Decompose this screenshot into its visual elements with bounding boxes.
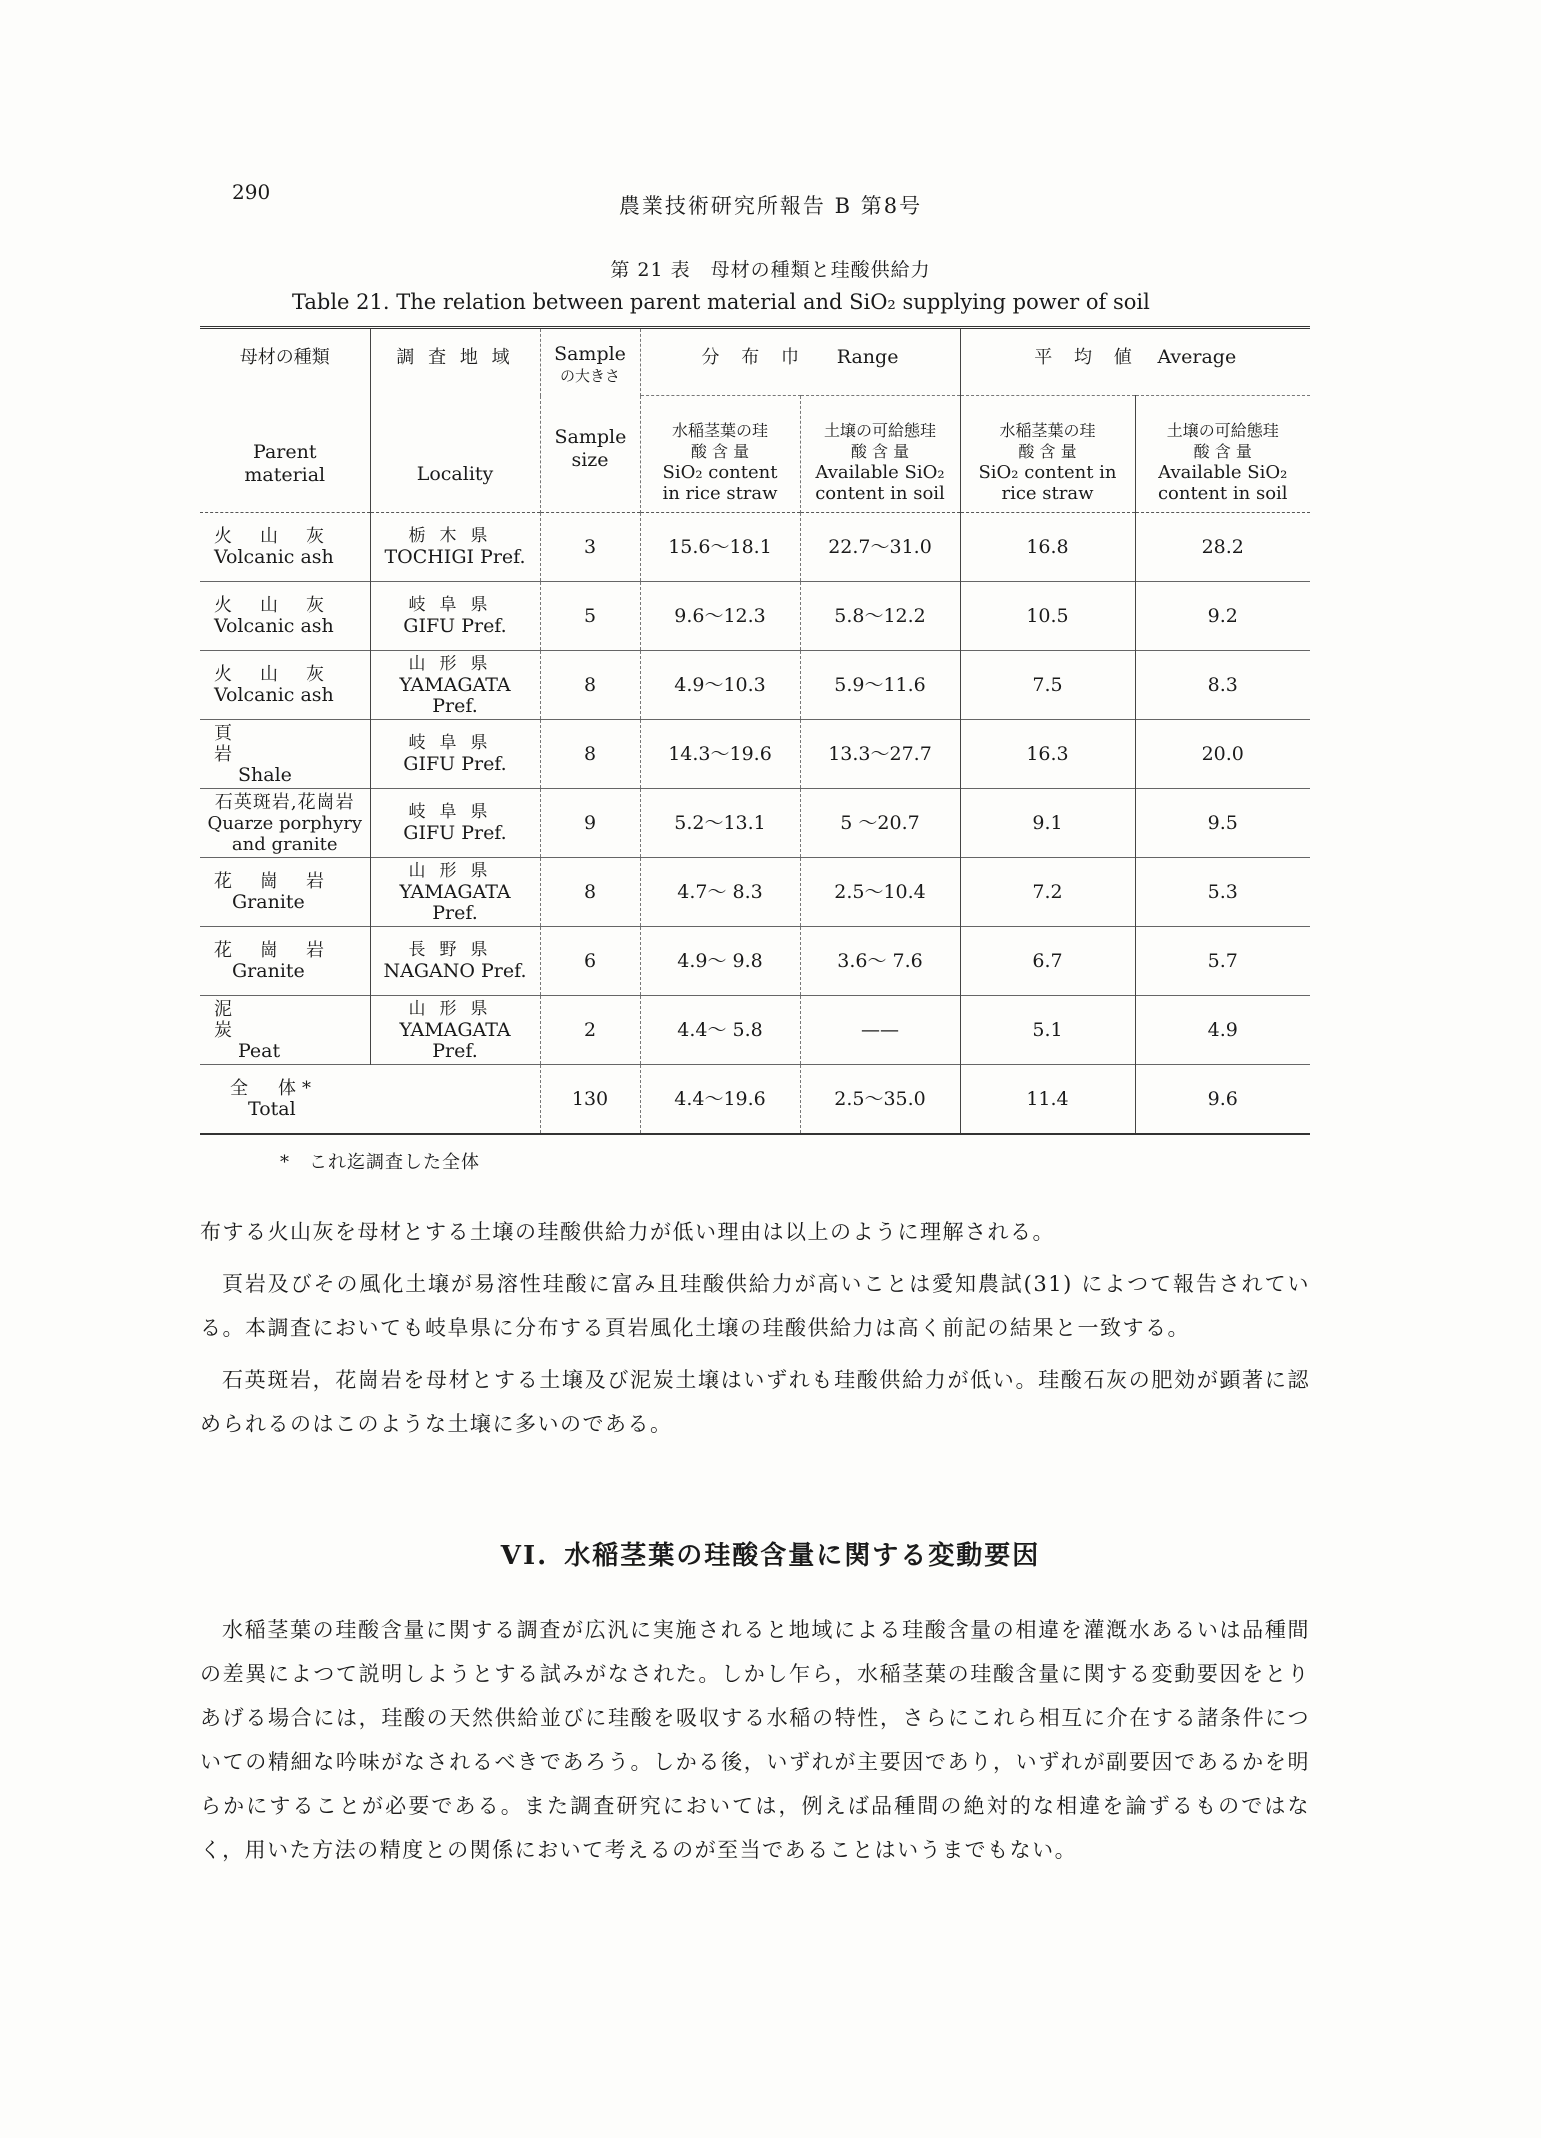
table-row — [200, 858, 1310, 927]
cell-locality — [370, 582, 540, 651]
table-row — [200, 996, 1310, 1065]
cell-range-straw: 4.4～ 5.8 — [640, 996, 800, 1065]
cell-parent — [200, 858, 370, 927]
cell-avg-straw: 7.5 — [960, 651, 1135, 720]
parent-en: Granite — [232, 960, 305, 982]
header-avg-soil-jp: 土壌の可給態珪 酸 含 量 — [1166, 421, 1279, 461]
cell-total-sample-size: 130 — [540, 1065, 640, 1135]
parent-jp: 泥炭 — [214, 998, 322, 1041]
parent-jp: 花崗岩 — [214, 940, 352, 961]
table-row — [200, 513, 1310, 582]
paragraph: 布する火山灰を母材とする土壌の珪酸供給力が低い理由は以上のように理解される。 — [200, 1220, 1055, 1244]
header-average — [960, 328, 1310, 396]
cell-range-soil: 5.9～11.6 — [800, 651, 960, 720]
parent-en: Peat — [238, 1039, 281, 1062]
cell-avg-soil: 5.7 — [1135, 927, 1310, 996]
parent-en: Shale — [238, 763, 292, 786]
table-caption-jp: 第 21 表 母材の種類と珪酸供給力 — [610, 259, 931, 281]
cell-total-label — [200, 1065, 540, 1135]
cell-avg-straw: 6.7 — [960, 927, 1135, 996]
cell-avg-soil: 5.3 — [1135, 858, 1310, 927]
cell-sample-size: 8 — [540, 651, 640, 720]
locality-jp: 栃木県 — [408, 526, 502, 546]
parent-en: Volcanic ash — [214, 615, 334, 637]
table-row — [200, 720, 1310, 789]
table-row — [200, 651, 1310, 720]
header-range-jp: 分 布 巾 — [701, 347, 807, 368]
cell-range-straw: 4.9～ 9.8 — [640, 927, 800, 996]
header-range-soil-jp: 土壌の可給態珪 酸 含 量 — [823, 421, 936, 461]
paragraph: 石英斑岩，花崗岩を母材とする土壌及び泥炭土壌はいずれも珪酸供給力が低い。珪酸石灰の肥効が顕著に認められるのはこのような土壌に多いのである。 — [200, 1368, 1310, 1436]
header-range-straw — [640, 396, 800, 513]
cell-locality — [370, 789, 540, 858]
cell-sample-size: 8 — [540, 858, 640, 927]
cell-range-straw: 14.3～19.6 — [640, 720, 800, 789]
cell-parent — [200, 927, 370, 996]
cell-sample-size: 6 — [540, 927, 640, 996]
locality-en: YAMAGATA Pref. — [399, 1018, 511, 1062]
locality-en: TOCHIGI Pref. — [384, 546, 526, 568]
locality-en: NAGANO Pref. — [383, 960, 527, 982]
cell-parent — [200, 996, 370, 1065]
parent-jp: 火山灰 — [214, 595, 352, 616]
cell-locality — [370, 927, 540, 996]
header-parent-en: Parent material — [244, 441, 326, 486]
header-average-jp: 平 均 値 — [1034, 347, 1140, 368]
cell-avg-straw: 7.2 — [960, 858, 1135, 927]
running-head: 農業技術研究所報告 B 第8号 — [618, 194, 923, 218]
header-range-soil-en: Available SiO₂ content in soil — [815, 462, 945, 504]
header-avg-straw — [960, 396, 1135, 513]
cell-range-soil: 5 ～20.7 — [800, 789, 960, 858]
header-range — [640, 328, 960, 396]
paragraph: 水稲茎葉の珪酸含量に関する調査が広汎に実施されると地域による珪酸含量の相違を灌漑水あるいは品種間の差異によつて説明しようとする試みがなされた。しかし乍ら，水稲茎葉の珪酸含量に関する変動要因をとりあげる場合には，珪酸の天然供給並びに珪酸を吸収する水稲の特性，さらにこれら相互に介在する諸条件についての精細な吟味がなされるべきであろう。しかる後，いずれが主要因であり，いずれが副要因であるかを明らかにすることが必要である。また調査研究においては，例えば品種間の絶対的な相違を論ずるものではなく，用いた方法の精度との関係において考えるのが至当であることはいうまでもない。 — [200, 1618, 1310, 1862]
cell-locality — [370, 996, 540, 1065]
total-en: Total — [248, 1098, 296, 1120]
cell-parent — [200, 789, 370, 858]
cell-range-straw: 4.9～10.3 — [640, 651, 800, 720]
cell-avg-straw: 16.3 — [960, 720, 1135, 789]
cell-range-straw: 9.6～12.3 — [640, 582, 800, 651]
cell-total-range-soil: 2.5～35.0 — [800, 1065, 960, 1135]
cell-avg-straw: 9.1 — [960, 789, 1135, 858]
locality-en: YAMAGATA Pref. — [399, 880, 511, 924]
header-average-en: Average — [1157, 346, 1237, 368]
header-avg-straw-jp: 水稲茎葉の珪 酸 含 量 — [999, 421, 1096, 461]
locality-en: YAMAGATA Pref. — [399, 673, 511, 717]
section-heading — [0, 1535, 1541, 1572]
cell-range-straw: 15.6～18.1 — [640, 513, 800, 582]
cell-range-soil: 13.3～27.7 — [800, 720, 960, 789]
table-row — [200, 789, 1310, 858]
table-row — [200, 927, 1310, 996]
parent-en: Quarze porphyry and granite — [207, 812, 363, 855]
header-range-en: Range — [836, 346, 899, 368]
cell-parent — [200, 720, 370, 789]
cell-parent — [200, 651, 370, 720]
table-body — [200, 513, 1310, 1135]
cell-range-soil: —— — [800, 996, 960, 1065]
locality-en: GIFU Pref. — [403, 615, 507, 637]
cell-avg-soil: 20.0 — [1135, 720, 1310, 789]
cell-avg-soil: 4.9 — [1135, 996, 1310, 1065]
header-sample-en1: Sample — [554, 343, 626, 365]
parent-material-table — [200, 326, 1310, 1135]
paragraph: 頁岩及びその風化土壌が易溶性珪酸に富み且珪酸供給力が高いことは愛知農試(31) によつて報告されている。本調査においても岐阜県に分布する頁岩風化土壌の珪酸供給力は高く前記の結果と一致する。 — [200, 1272, 1310, 1340]
cell-total-avg-soil: 9.6 — [1135, 1065, 1310, 1135]
locality-jp: 山形県 — [408, 998, 502, 1019]
header-parent-material — [200, 328, 370, 513]
section-number: VI. — [500, 1541, 549, 1571]
body-text-after — [200, 1608, 1310, 1880]
parent-jp: 火山灰 — [214, 664, 352, 685]
header-parent-jp: 母材の種類 — [239, 347, 330, 368]
header-sample-en2: Sample size — [554, 426, 627, 471]
cell-total-range-straw: 4.4～19.6 — [640, 1065, 800, 1135]
cell-range-soil: 22.7～31.0 — [800, 513, 960, 582]
locality-jp: 山形県 — [408, 653, 502, 674]
total-jp: 全 体* — [230, 1078, 317, 1099]
cell-avg-soil: 9.5 — [1135, 789, 1310, 858]
table-row-total — [200, 1065, 1310, 1135]
body-text-before — [200, 1210, 1310, 1454]
table-footnote: * これ迄調査した全体 — [280, 1152, 480, 1173]
locality-jp: 長野県 — [408, 940, 502, 960]
table-caption-en: Table 21. The relation between parent material and SiO₂ supplying power of soil — [292, 290, 1150, 314]
cell-avg-soil: 8.3 — [1135, 651, 1310, 720]
header-avg-soil-en: Available SiO₂ content in soil — [1157, 462, 1288, 504]
header-locality-jp: 調 査 地 域 — [396, 347, 514, 368]
header-locality-en: Locality — [416, 463, 494, 485]
header-avg-straw-en: SiO₂ content in rice straw — [978, 462, 1117, 504]
cell-sample-size: 2 — [540, 996, 640, 1065]
cell-avg-straw: 10.5 — [960, 582, 1135, 651]
locality-en: GIFU Pref. — [403, 753, 507, 775]
header-sample-jp: の大きさ — [559, 367, 620, 385]
locality-jp: 山形県 — [408, 860, 502, 881]
parent-jp: 石英斑岩,花崗岩 — [214, 791, 355, 813]
cell-locality — [370, 720, 540, 789]
parent-jp: 頁岩 — [214, 722, 322, 765]
cell-range-straw: 5.2～13.1 — [640, 789, 800, 858]
header-avg-soil — [1135, 396, 1310, 513]
cell-sample-size: 9 — [540, 789, 640, 858]
locality-jp: 岐阜県 — [408, 802, 502, 822]
cell-locality — [370, 513, 540, 582]
cell-locality — [370, 651, 540, 720]
cell-avg-straw: 5.1 — [960, 996, 1135, 1065]
cell-parent — [200, 582, 370, 651]
table-row — [200, 582, 1310, 651]
cell-range-soil: 3.6～ 7.6 — [800, 927, 960, 996]
section-title: 水稲茎葉の珪酸含量に関する変動要因 — [564, 1541, 1041, 1571]
header-locality — [370, 328, 540, 513]
parent-jp: 花崗岩 — [214, 871, 352, 892]
locality-jp: 岐阜県 — [408, 595, 502, 615]
locality-en: GIFU Pref. — [403, 822, 507, 844]
parent-en: Granite — [232, 891, 305, 913]
cell-sample-size: 3 — [540, 513, 640, 582]
parent-en: Volcanic ash — [214, 546, 334, 568]
cell-sample-size: 8 — [540, 720, 640, 789]
parent-jp: 火山灰 — [214, 526, 352, 547]
cell-range-soil: 2.5～10.4 — [800, 858, 960, 927]
locality-jp: 岐阜県 — [408, 733, 502, 753]
cell-avg-soil: 28.2 — [1135, 513, 1310, 582]
header-sample-size — [540, 328, 640, 513]
cell-sample-size: 5 — [540, 582, 640, 651]
header-range-straw-en: SiO₂ content in rice straw — [662, 462, 778, 504]
cell-avg-straw: 16.8 — [960, 513, 1135, 582]
parent-en: Volcanic ash — [214, 684, 334, 706]
page-number: 290 — [232, 180, 271, 204]
cell-parent — [200, 513, 370, 582]
cell-locality — [370, 858, 540, 927]
cell-range-straw: 4.7～ 8.3 — [640, 858, 800, 927]
cell-avg-soil: 9.2 — [1135, 582, 1310, 651]
cell-range-soil: 5.8～12.2 — [800, 582, 960, 651]
header-range-straw-jp: 水稲茎葉の珪 酸 含 量 — [671, 421, 768, 461]
header-range-soil — [800, 396, 960, 513]
cell-total-avg-straw: 11.4 — [960, 1065, 1135, 1135]
data-table-container — [200, 326, 1310, 1135]
